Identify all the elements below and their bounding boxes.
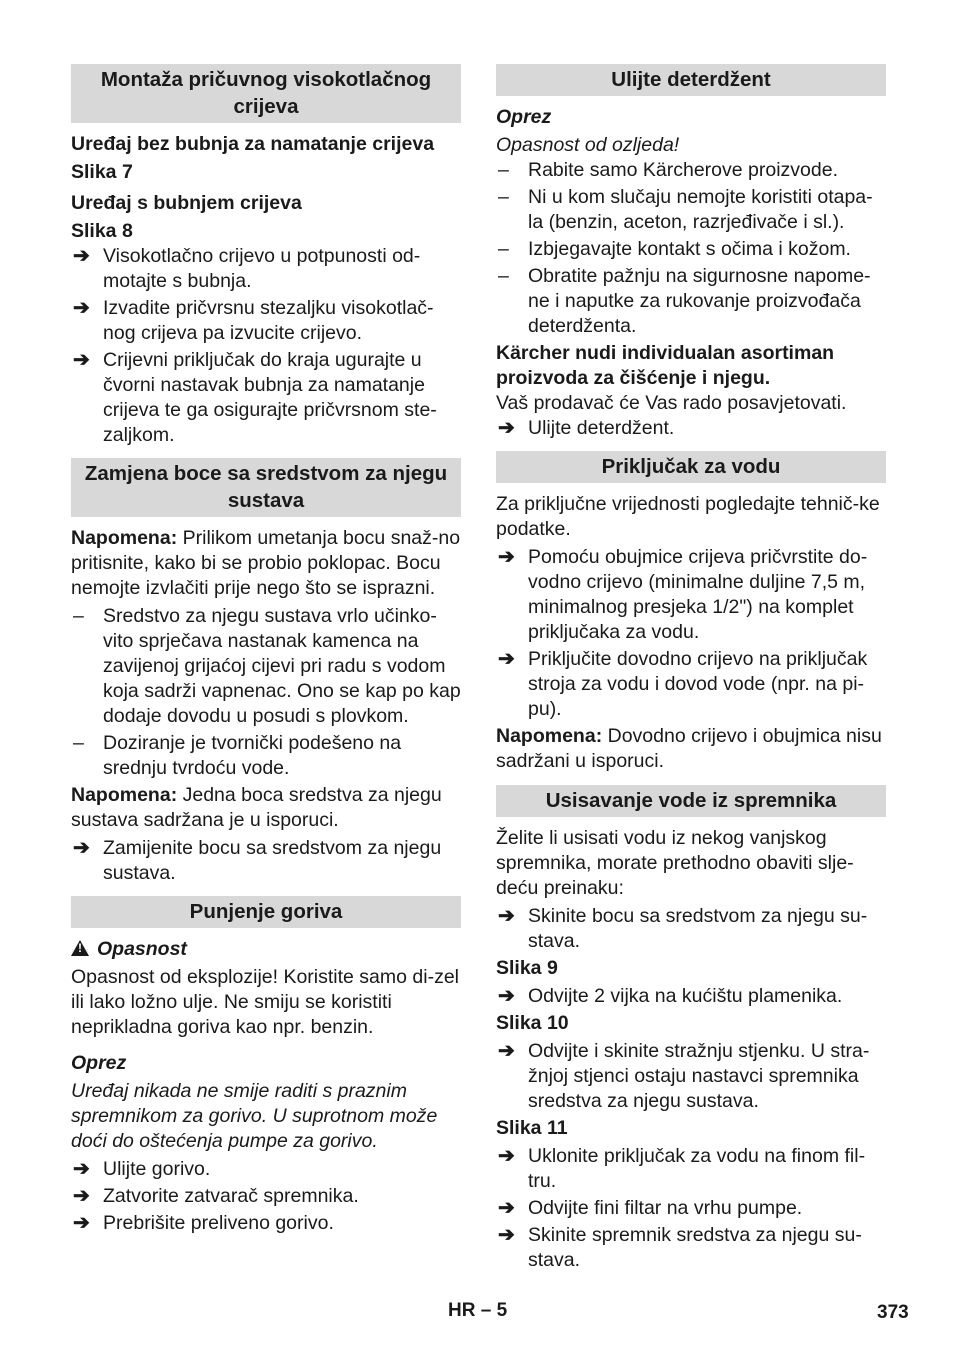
- dash-icon: –: [498, 265, 509, 287]
- paragraph: Vaš prodavač će Vas rado posavjetovati.: [496, 392, 847, 414]
- figure-ref: Slika 7: [71, 161, 133, 183]
- dash-item: – Izbjegavajte kontakt s očima i kožom.: [498, 238, 851, 260]
- arrow-icon: ➔: [498, 417, 515, 439]
- section-heading: Zamjena boce sa sredstvom za njegu sustava: [71, 458, 461, 517]
- warning-icon: [71, 940, 89, 956]
- arrow-icon: ➔: [498, 1145, 515, 1167]
- arrow-icon: ➔: [73, 349, 90, 371]
- arrow-icon: ➔: [498, 985, 515, 1007]
- note-paragraph: Napomena: Prilikom umetanja bocu snaž-no pritisnite, kako bi se probio poklopac. Bocu nemojte izvlačiti prije nego što se isprazni.: [71, 527, 461, 599]
- dash-item: – Ni u kom slučaju nemojte koristiti otapa-la (benzin, aceton, razrjeđivače i sl.).: [498, 186, 873, 233]
- dash-icon: –: [73, 605, 84, 627]
- dash-item: – Sredstvo za njegu sustava vrlo učinko-vito sprječava nastanak kamenca na zavijenoj grijaćoj cijevi pri radu s vodom koja sadrži vapnenac. Ono se kap po kap dodaje dovodu u posudi s plovkom.: [73, 605, 461, 727]
- instruction-item: ➔ Priključite dovodno crijevo na priključak stroja za vodu i dovod vode (npr. na pi-pu).: [498, 648, 868, 720]
- instruction-item: ➔ Odvijte fini filtar na vrhu pumpe.: [498, 1197, 803, 1219]
- instruction-item: ➔ Odvijte 2 vijka na kućištu plamenika.: [498, 985, 843, 1007]
- dash-icon: –: [498, 159, 509, 181]
- arrow-icon: ➔: [73, 245, 90, 267]
- arrow-icon: ➔: [73, 1185, 90, 1207]
- instruction-item: ➔ Skinite bocu sa sredstvom za njegu su-stava.: [498, 905, 868, 952]
- caution-label: Oprez: [71, 1052, 127, 1074]
- instruction-item: ➔ Ulijte gorivo.: [73, 1158, 211, 1180]
- instruction-item: ➔ Skinite spremnik sredstva za njegu su-stava.: [498, 1224, 862, 1271]
- arrow-icon: ➔: [73, 1158, 90, 1180]
- instruction-item: ➔ Odvijte i skinite stražnju stjenku. U stra-žnjoj stjenci ostaju nastavci spremnika sredstva za njegu sustava.: [498, 1040, 870, 1112]
- danger-text: Opasnost od eksplozije! Koristite samo di-zel ili lako ložno ulje. Ne smiju se koristiti neprikladna goriva kao npr. benzin.: [71, 966, 460, 1038]
- caution-label: Oprez: [496, 106, 552, 128]
- subheading: Uređaj s bubnjem crijeva: [71, 192, 302, 214]
- instruction-item: ➔ Uklonite priključak za vodu na finom fil-tru.: [498, 1145, 866, 1192]
- figure-ref: Slika 10: [496, 1012, 569, 1034]
- danger-label: !Opasnost: [71, 937, 461, 962]
- section-heading: Ulijte deterdžent: [496, 64, 886, 96]
- note-paragraph: Napomena: Dovodno crijevo i obujmica nisu sadržani u isporuci.: [496, 725, 882, 772]
- figure-ref: Slika 9: [496, 957, 558, 979]
- section-heading: Punjenje goriva: [71, 896, 461, 928]
- footer-section-label: HR – 5: [448, 1300, 508, 1321]
- instruction-item: ➔ Crijevni priključak do kraja ugurajte u čvorni nastavak bubnja za namatanje crijeva te ga osigurajte pričvrsnom ste-zaljkom.: [73, 349, 437, 446]
- instruction-item: ➔ Visokotlačno crijevo u potpunosti od-motajte s bubnja.: [73, 245, 421, 292]
- section-heading: Montaža pričuvnog visokotlačnog crijeva: [71, 64, 461, 123]
- instruction-item: ➔ Zatvorite zatvarač spremnika.: [73, 1185, 359, 1207]
- caution-text: Opasnost od ozljeda!: [496, 134, 680, 156]
- dash-icon: –: [73, 732, 84, 754]
- arrow-icon: ➔: [498, 1040, 515, 1062]
- bold-paragraph: Kärcher nudi individualan asortiman proizvoda za čišćenje i njegu.: [496, 342, 835, 389]
- arrow-icon: ➔: [73, 837, 90, 859]
- paragraph: Za priključne vrijednosti pogledajte tehnič-ke podatke.: [496, 493, 880, 540]
- page-number: 373: [877, 1302, 909, 1323]
- arrow-icon: ➔: [498, 905, 515, 927]
- figure-ref: Slika 8: [71, 220, 133, 242]
- note-paragraph: Napomena: Jedna boca sredstva za njegu sustava sadržana je u isporuci.: [71, 784, 442, 831]
- arrow-icon: ➔: [498, 1224, 515, 1246]
- dash-item: – Doziranje je tvornički podešeno na srednju tvrdoću vode.: [73, 732, 402, 779]
- section-heading: Priključak za vodu: [496, 451, 886, 483]
- subheading: Uređaj bez bubnja za namatanje crijeva: [71, 133, 435, 155]
- arrow-icon: ➔: [498, 648, 515, 670]
- instruction-item: ➔ Prebrišite preliveno gorivo.: [73, 1212, 334, 1234]
- arrow-icon: ➔: [73, 297, 90, 319]
- section-heading: Usisavanje vode iz spremnika: [496, 785, 886, 817]
- paragraph: Želite li usisati vodu iz nekog vanjskog spremnika, morate prethodno obaviti slje-deću preinaku:: [496, 827, 854, 899]
- dash-icon: –: [498, 186, 509, 208]
- left-column: [71, 64, 461, 1238]
- dash-item: – Rabite samo Kärcherove proizvode.: [498, 159, 838, 181]
- arrow-icon: ➔: [498, 546, 515, 568]
- figure-ref: Slika 11: [496, 1117, 568, 1139]
- instruction-item: ➔ Ulijte deterdžent.: [498, 417, 675, 439]
- right-column: [496, 64, 886, 1275]
- dash-icon: –: [498, 238, 509, 260]
- instruction-item: ➔ Pomoću obujmice crijeva pričvrstite do-vodno crijevo (minimalne duljine 7,5 m, minimalnog presjeka 1/2") na komplet priključaka za vodu.: [498, 546, 868, 643]
- dash-item: – Obratite pažnju na sigurnosne napome-ne i naputke za rukovanje proizvođača deterdženta.: [498, 265, 871, 337]
- instruction-item: ➔ Izvadite pričvrsnu stezaljku visokotlač-nog crijeva pa izvucite crijevo.: [73, 297, 434, 344]
- arrow-icon: ➔: [498, 1197, 515, 1219]
- caution-text: Uređaj nikada ne smije raditi s praznim spremnikom za gorivo. U suprotnom može doći do oštećenja pumpe za gorivo.: [71, 1080, 438, 1152]
- instruction-item: ➔ Zamijenite bocu sa sredstvom za njegu sustava.: [73, 837, 442, 884]
- arrow-icon: ➔: [73, 1212, 90, 1234]
